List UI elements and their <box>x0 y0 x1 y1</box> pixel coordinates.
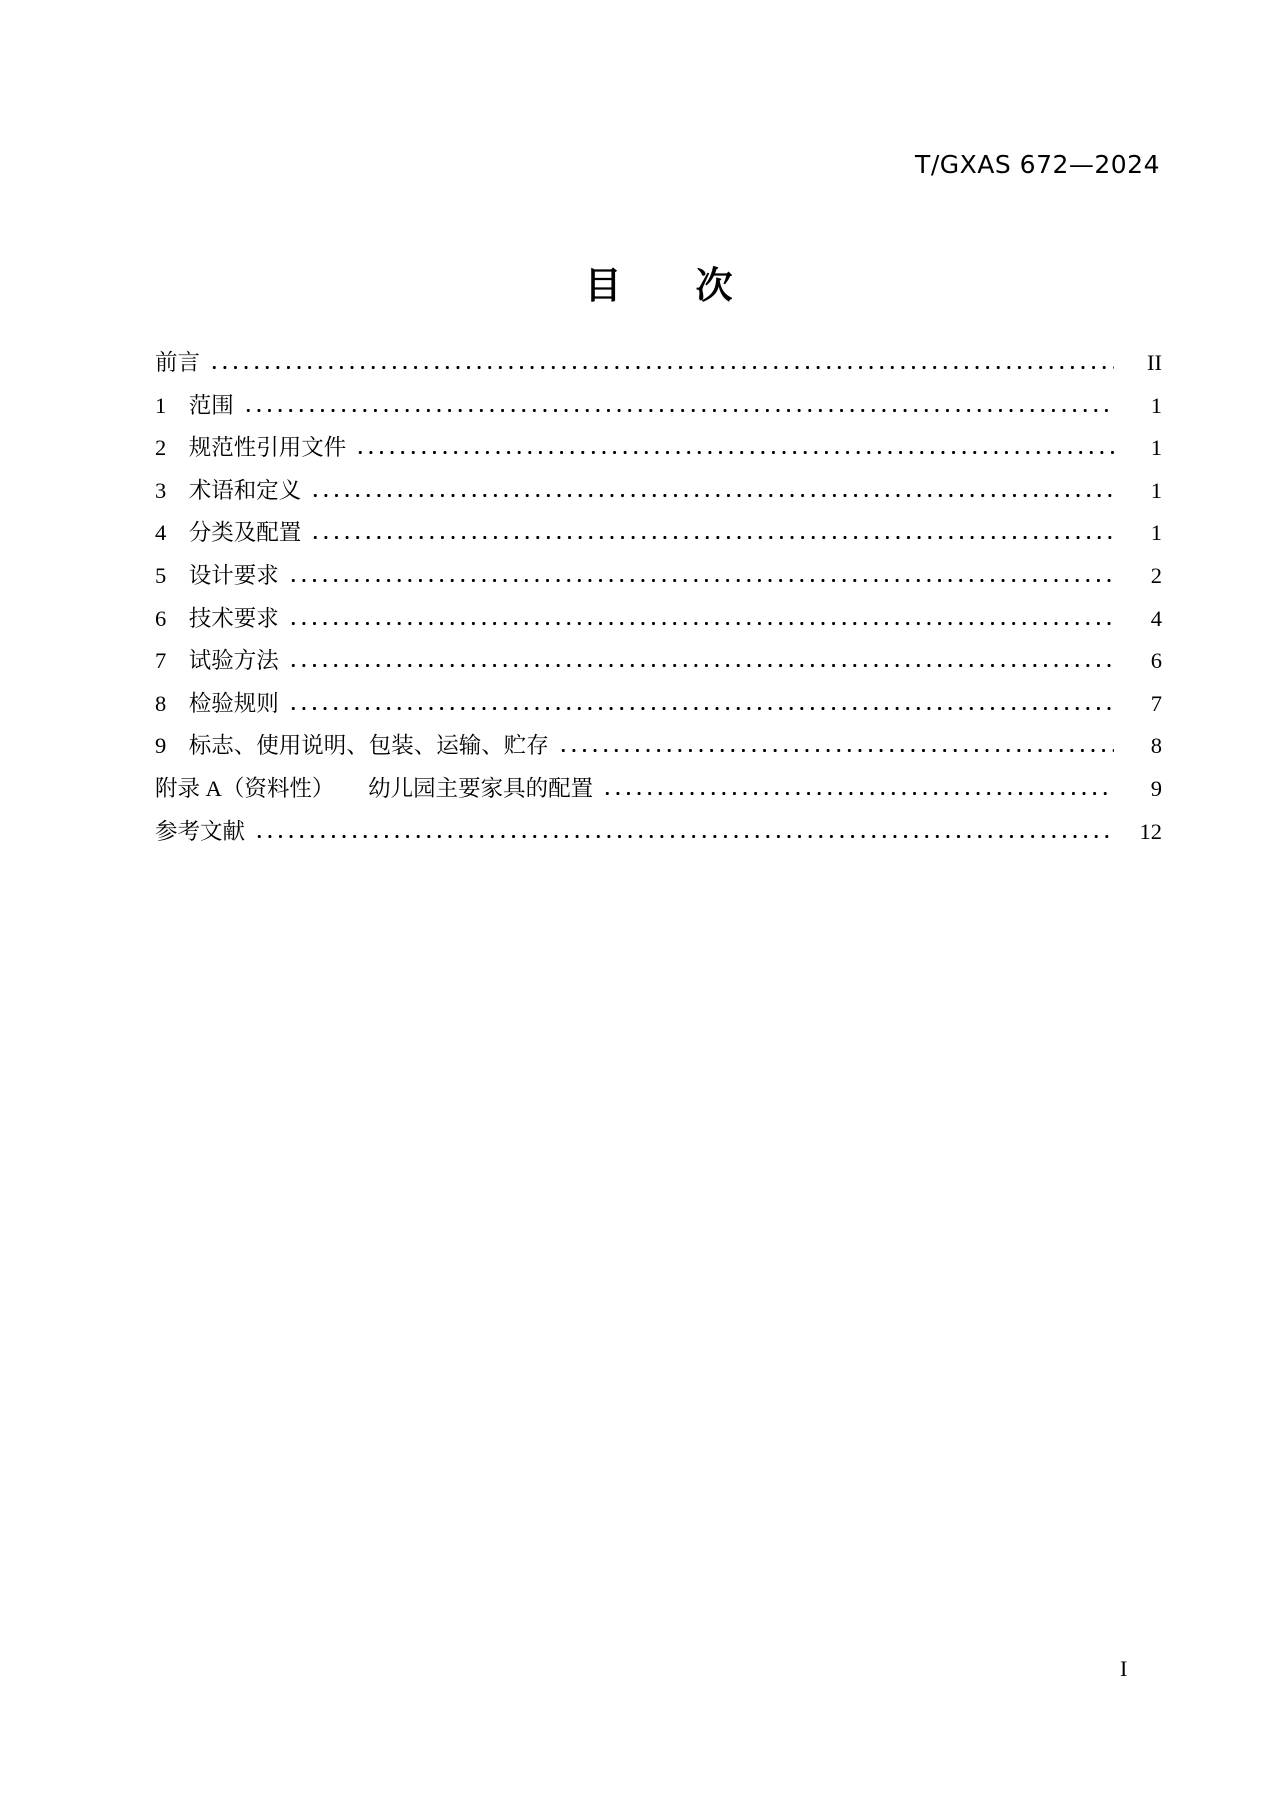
dot-leader <box>288 621 1114 626</box>
toc-page-number: 1 <box>1150 520 1162 546</box>
toc-entry-inspection-rules[interactable] <box>155 683 1162 726</box>
toc-page-number: 1 <box>1150 435 1162 461</box>
toc-page-number: 7 <box>1150 690 1162 716</box>
footer-page-number: I <box>1120 1656 1128 1681</box>
toc-page-number: 1 <box>1150 477 1162 503</box>
dot-leader <box>288 663 1114 668</box>
toc-page-number: 6 <box>1150 648 1162 674</box>
toc-page-number: II <box>1147 350 1162 375</box>
toc-entry-label: 2 规范性引用文件 <box>155 435 347 461</box>
toc-entry-label: 4 分类及配置 <box>155 520 302 546</box>
dot-leader <box>310 535 1114 540</box>
toc-entry-label: 9 标志、使用说明、包装、运输、贮存 <box>155 733 549 759</box>
toc-entry-label: 1 范围 <box>155 392 234 418</box>
toc-page-number: 9 <box>1150 775 1162 801</box>
toc-entry-foreword[interactable] <box>155 342 1162 385</box>
dot-leader <box>288 578 1114 583</box>
toc-page-number: 8 <box>1150 733 1162 759</box>
toc-page-number: 12 <box>1139 818 1162 844</box>
toc-entry-label: 参考文献 <box>155 818 246 844</box>
toc-entry-classification-configuration[interactable] <box>155 512 1162 555</box>
toc-entry-label: 7 试验方法 <box>155 648 279 674</box>
toc-entry-technical-requirements[interactable] <box>155 598 1162 641</box>
toc-entry-label: 8 检验规则 <box>155 690 279 716</box>
toc-page-number: 2 <box>1150 562 1162 588</box>
toc-entry-terms-definitions[interactable] <box>155 470 1162 513</box>
toc-entry-marking-packaging-transport-storage[interactable] <box>155 725 1162 768</box>
toc-page-number: 1 <box>1150 392 1162 418</box>
dot-leader <box>355 450 1114 455</box>
toc-entry-scope[interactable] <box>155 385 1162 428</box>
dot-leader <box>602 791 1114 796</box>
dot-leader <box>254 834 1114 839</box>
toc-entry-label: 6 技术要求 <box>155 605 279 631</box>
dot-leader <box>209 365 1114 370</box>
toc-page-number: 4 <box>1150 605 1162 631</box>
toc-entry-normative-references[interactable] <box>155 427 1162 470</box>
toc-entry-label: 3 术语和定义 <box>155 477 302 503</box>
table-of-contents <box>155 342 1162 853</box>
dot-leader <box>558 748 1114 753</box>
toc-entry-label: 前言 <box>155 350 201 375</box>
page-title: 目 次 <box>584 264 733 307</box>
toc-entry-label: 附录 A（资料性） 幼儿园主要家具的配置 <box>155 775 594 801</box>
toc-entry-design-requirements[interactable] <box>155 555 1162 598</box>
dot-leader <box>243 408 1114 413</box>
dot-leader <box>310 493 1114 498</box>
toc-entry-references[interactable] <box>155 811 1162 854</box>
dot-leader <box>288 706 1114 711</box>
standard-code: T/GXAS 672—2024 <box>915 150 1160 179</box>
toc-entry-appendix-a[interactable] <box>155 768 1162 811</box>
toc-entry-label: 5 设计要求 <box>155 562 279 588</box>
toc-entry-test-methods[interactable] <box>155 640 1162 683</box>
